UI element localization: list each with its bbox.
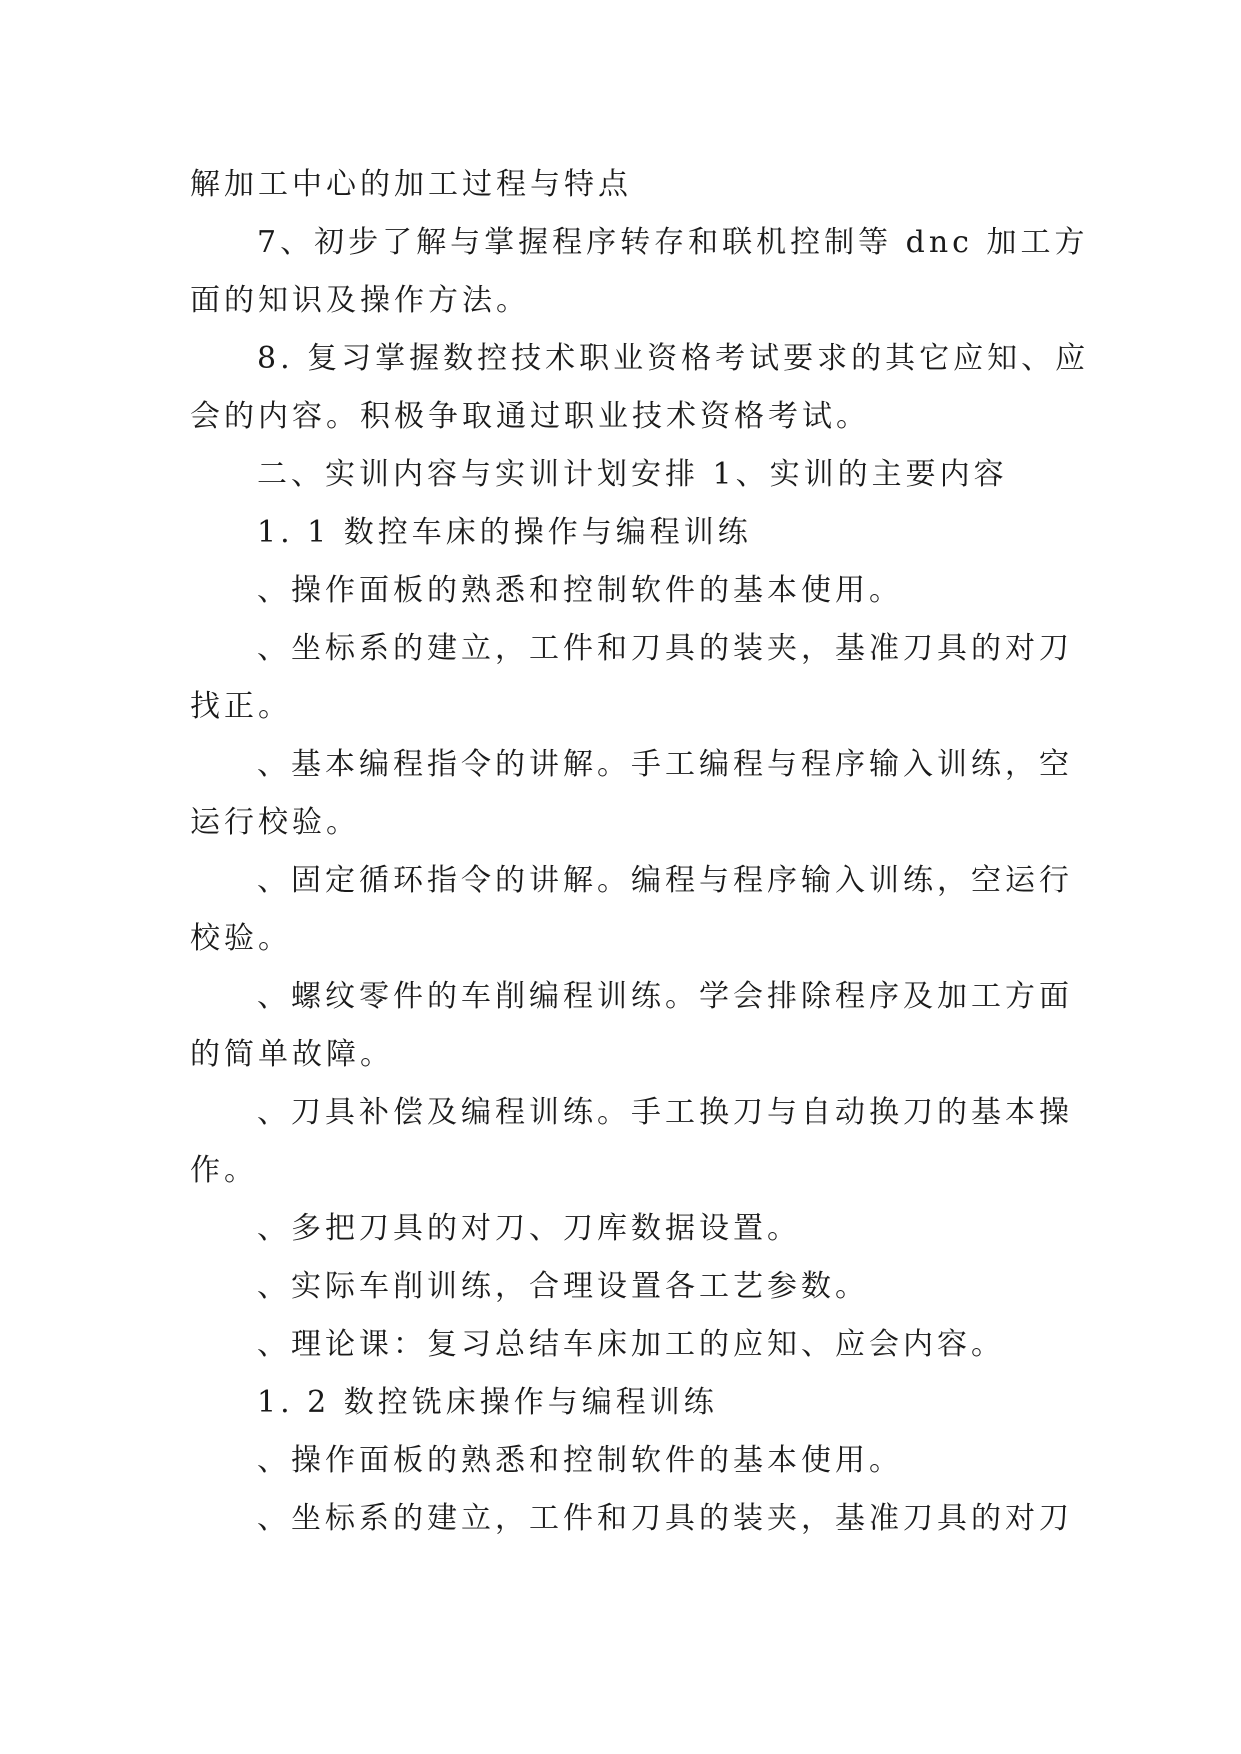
text-line-24: 、坐标系的建立，工件和刀具的装夹，基准刀具的对刀 bbox=[257, 1501, 1073, 1536]
text-line-17: 、刀具补偿及编程训练。手工换刀与自动换刀的基本操 bbox=[257, 1095, 1073, 1130]
text-line-14: 校验。 bbox=[190, 921, 292, 956]
text-line-6: 二、实训内容与实训计划安排 1、实训的主要内容 bbox=[257, 457, 1008, 492]
text-line-8: 、操作面板的熟悉和控制软件的基本使用。 bbox=[257, 573, 903, 608]
text-line-23: 、操作面板的熟悉和控制软件的基本使用。 bbox=[257, 1443, 903, 1478]
text-line-5: 会的内容。积极争取通过职业技术资格考试。 bbox=[190, 399, 870, 434]
text-line-15: 、螺纹零件的车削编程训练。学会排除程序及加工方面 bbox=[257, 979, 1073, 1014]
text-line-19: 、多把刀具的对刀、刀库数据设置。 bbox=[257, 1211, 801, 1246]
text-line-10: 找正。 bbox=[190, 689, 292, 724]
text-line-7: 1. 1 数控车床的操作与编程训练 bbox=[257, 515, 752, 550]
text-line-3: 面的知识及操作方法。 bbox=[190, 283, 530, 318]
text-line-12: 运行校验。 bbox=[190, 805, 360, 840]
text-line-18: 作。 bbox=[190, 1153, 258, 1188]
text-line-13: 、固定循环指令的讲解。编程与程序输入训练，空运行 bbox=[257, 863, 1073, 898]
text-line-16: 的简单故障。 bbox=[190, 1037, 394, 1072]
text-line-22: 1. 2 数控铣床操作与编程训练 bbox=[257, 1385, 718, 1420]
text-line-1: 解加工中心的加工过程与特点 bbox=[190, 167, 632, 202]
text-line-11: 、基本编程指令的讲解。手工编程与程序输入训练，空 bbox=[257, 747, 1073, 782]
text-line-9: 、坐标系的建立，工件和刀具的装夹，基准刀具的对刀 bbox=[257, 631, 1073, 666]
text-line-21: 、理论课：复习总结车床加工的应知、应会内容。 bbox=[257, 1327, 1005, 1362]
text-line-2: 7、初步了解与掌握程序转存和联机控制等 dnc 加工方 bbox=[257, 225, 1089, 260]
text-line-20: 、实际车削训练，合理设置各工艺参数。 bbox=[257, 1269, 869, 1304]
text-line-4: 8. 复习掌握数控技术职业资格考试要求的其它应知、应 bbox=[257, 341, 1090, 376]
